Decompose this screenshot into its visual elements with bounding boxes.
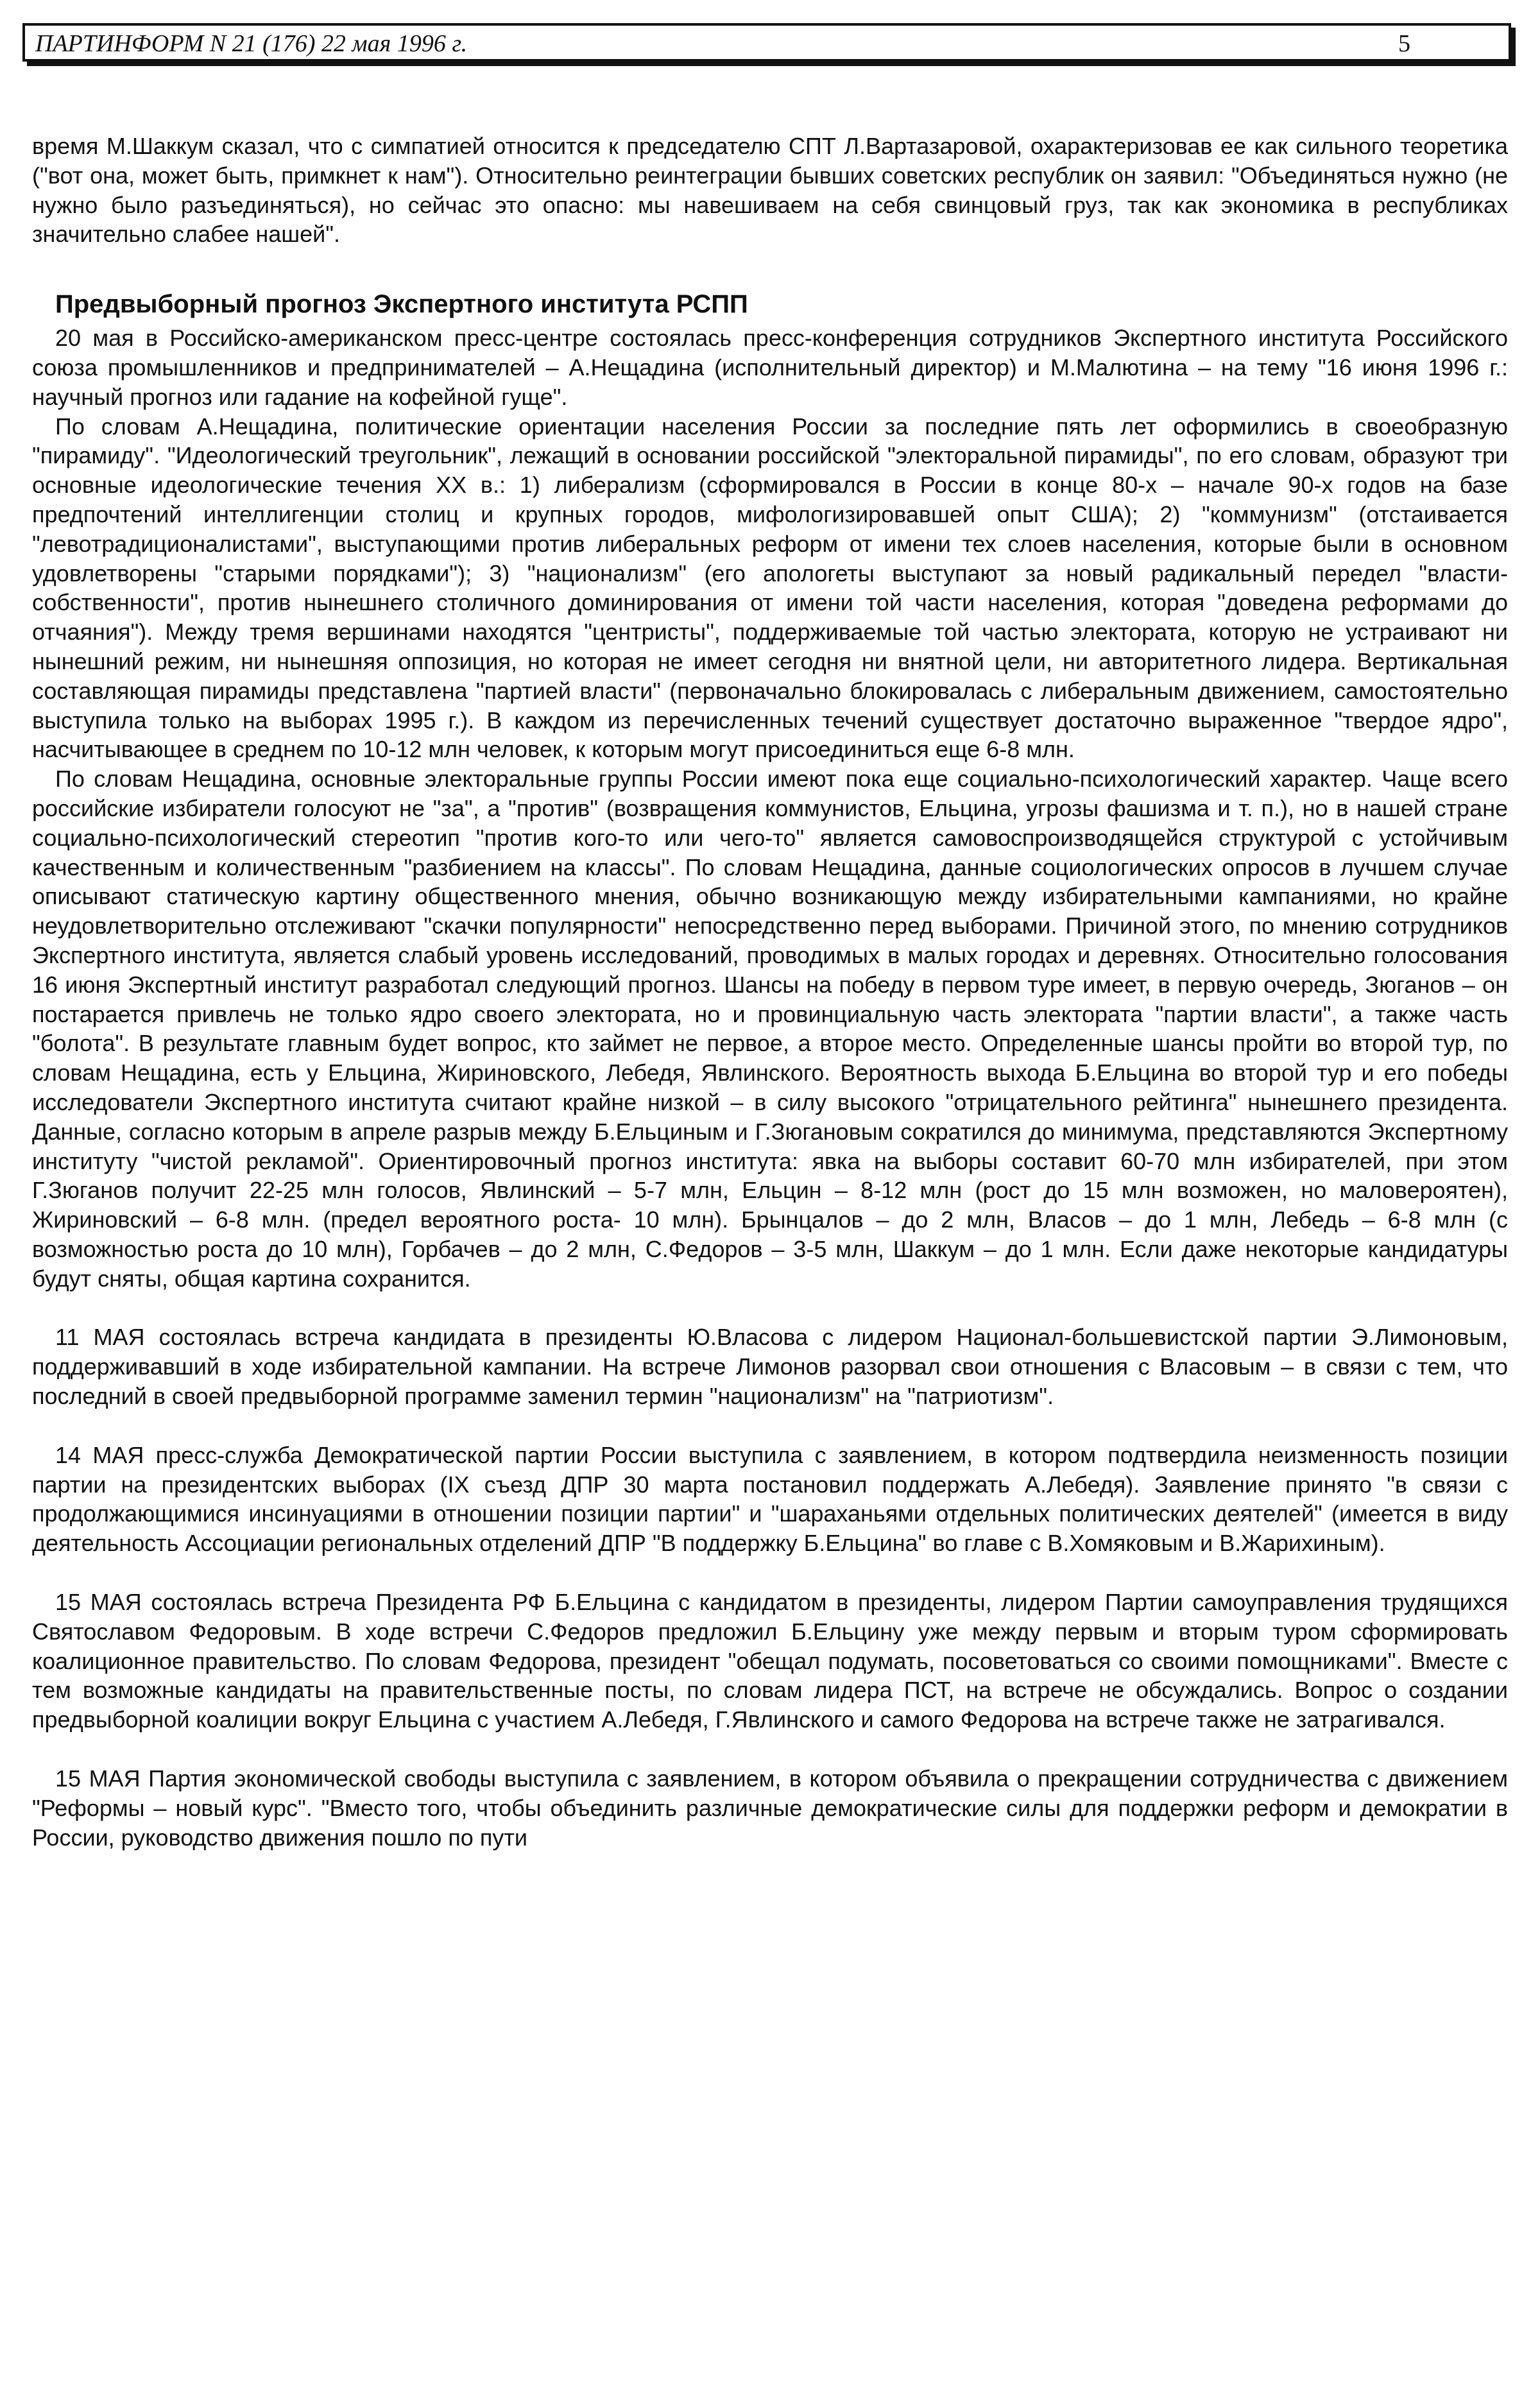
page-header: [22, 23, 1511, 62]
spacer: [32, 249, 1508, 285]
spacer: [32, 1293, 1508, 1323]
intro-paragraph: время М.Шаккум сказал, что с симпатией относится к председателю СПТ Л.Вартазаровой, охарактеризовав ее как сильного теоретика ("вот она, может быть, примкнет к нам"). Относительно реинтеграции бывших советских республик он заявил: "Объединяться нужно (не нужно было разъединяться), но сейчас это опасно: мы навешиваем на себя свинцовый груз, так как экономика в республиках значительно слабее нашей".: [32, 133, 1508, 248]
spacer: [32, 1735, 1508, 1764]
spacer: [32, 1411, 1508, 1441]
spacer: [32, 1558, 1508, 1588]
news-item: 15 МАЯ Партия экономической свободы выступила с заявлением, в котором объявила о прекращении сотрудничества с движением "Реформы – новый курс". "Вместо того, чтобы объединить различные демократические силы для поддержки реформ и демократии в России, руководство движения пошло по пути: [32, 1765, 1508, 1851]
article-body: [32, 132, 1508, 1852]
section-paragraph: По словам Нещадина, основные электоральные группы России имеют пока еще социально-психологический характер. Чаще всего российские избиратели голосуют не "за", а "против" (возвращения коммунистов, Ельцина, угрозы фашизма и т. п.), но в нашей стране социально-психологический стереотип "против кого-то или чего-то" является самовоспроизводящейся структурой с устойчивым качественным и количественным "разбиением на классы". По словам Нещадина, данные социологических опросов в лучшем случае описывают статическую картину общественного мнения, обычно возникающую между избирательными кампаниями, но крайне неудовлетворительно отслеживают "скачки популярности" непосредственно перед выборами. Причиной этого, по мнению сотрудников Экспертного института, является слабый уровень исследований, проводимых в малых городах и деревнях. Относительно голосования 16 июня Экспертный институт разработал следующий прогноз. Шансы на победу в первом туре имеет, в первую очередь, Зюганов – он постарается привлечь не только ядро своего электората, но и провинциальную часть электората "партии власти", а также часть "болота". В результате главным будет вопрос, кто займет не первое, а второе место. Определенные шансы пройти во второй тур, по словам Нещадина, есть у Ельцина, Жириновского, Лебедя, Явлинского. Вероятность выхода Б.Ельцина во второй тур и его победы исследователи Экспертного института считают крайне низкой – в силу высокого "отрицательного рейтинга" нынешнего президента. Данные, согласно которым в апреле разрыв между Б.Ельциным и Г.Зюгановым сократился до минимума, представляются Экспертному институту "чистой рекламой". Ориентировочный прогноз института: явка на выборы составит 60-70 млн избирателей, при этом Г.Зюганов получит 22-25 млн голосов, Явлинский – 5-7 млн, Ельцин – 8-12 млн (рост до 15 млн возможен, но маловероятен), Жириновский – 6-8 млн. (предел вероятного роста- 10 млн). Брынцалов – до 2 млн, Власов – до 1 млн, Лебедь – 6-8 млн (с возможностью роста до 10 млн), Горбачев – до 2 млн, С.Федоров – 3-5 млн, Шаккум – до 1 млн. Если даже некоторые кандидатуры будут сняты, общая картина сохранится.: [32, 766, 1508, 1292]
publication-title: ПАРТИНФОРМ N 21 (176) 22 мая 1996 г.: [35, 30, 468, 57]
news-item: 11 МАЯ состоялась встреча кандидата в президенты Ю.Власова с лидером Национал-большевистской партии Э.Лимоновым, поддерживавший в ходе избирательной кампании. На встрече Лимонов разорвал свои отношения с Власовым – в связи с тем, что последний в своей предвыборной программе заменил термин "национализм" на "патриотизм".: [32, 1324, 1508, 1410]
news-item: 14 МАЯ пресс-служба Демократической партии России выступила с заявлением, в котором подтвердила неизменность позиции партии на президентских выборах (IX съезд ДПР 30 марта постановил поддержать А.Лебедя). Заявление принято "в связи с продолжающимися инсинуациями в отношении позиции партии" и "шараханьями отдельных политических деятелей" (имеется в виду деятельность Ассоциации региональных отделений ДПР "В поддержку Б.Ельцина" во главе с В.Хомяковым и В.Жарихиным).: [32, 1441, 1508, 1557]
page-number: 5: [1398, 30, 1410, 57]
section-paragraph: 20 мая в Российско-американском пресс-центре состоялась пресс-конференция сотрудников Экспертного института Российского союза промышленников и предпринимателей – А.Нещадина (исполнительный директор) и М.Малютина – на тему "16 июня 1996 г.: научный прогноз или гадание на кофейной гуще".: [32, 325, 1508, 410]
section-heading: Предвыборный прогноз Экспертного института РСПП: [55, 290, 748, 319]
news-item: 15 МАЯ состоялась встреча Президента РФ Б.Ельцина с кандидатом в президенты, лидером Партии самоуправления трудящихся Святославом Федоровым. В ходе встречи С.Федоров предложил Б.Ельцину уже между первым и вторым туром сформировать коалиционное правительство. По словам Федорова, президент "обещал подумать, посоветоваться со своими помощниками". Вместе с тем возможные кандидаты на правительственные посты, по словам лидера ПСТ, на встрече не обсуждались. Вопрос о создании предвыборной коалиции вокруг Ельцина с участием А.Лебедя, Г.Явлинского и самого Федорова на встрече также не затрагивался.: [32, 1589, 1508, 1733]
section-paragraph: По словам А.Нещадина, политические ориентации населения России за последние пять лет оформились в своеобразную "пирамиду". "Идеологический треугольник", лежащий в основании российской "электоральной пирамиды", по его словам, образуют три основные идеологические течения XX в.: 1) либерализм (сформировался в России в конце 80-х – начале 90-х годов на базе предпочтений интеллигенции столиц и крупных городов, мифологизировавшей опыт США); 2) "коммунизм" (отстаивается "левотрадиционалистами", выступающими против либеральных реформ от имени тех слоев населения, которые были в основном удовлетворены "старыми порядками"); 3) "национализм" (его апологеты выступают за новый радикальный передел "власти-собственности", против нынешнего столичного доминирования от имени той части населения, которая "доведена реформами до отчаяния"). Между тремя вершинами находятся "центристы", поддерживаемые той частью электората, которую не устраивают ни нынешний режим, ни нынешняя оппозиция, но которая не имеет сегодня ни внятной цели, ни авторитетного лидера. Вертикальная составляющая пирамиды представлена "партией власти" (первоначально блокировалась с либеральным движением, самостоятельно выступила только на выборах 1995 г.). В каждом из перечисленных течений существует достаточно выраженное "твердое ядро", насчитывающее в среднем по 10-12 млн человек, к которым могут присоединиться еще 6-8 млн.: [32, 413, 1508, 763]
